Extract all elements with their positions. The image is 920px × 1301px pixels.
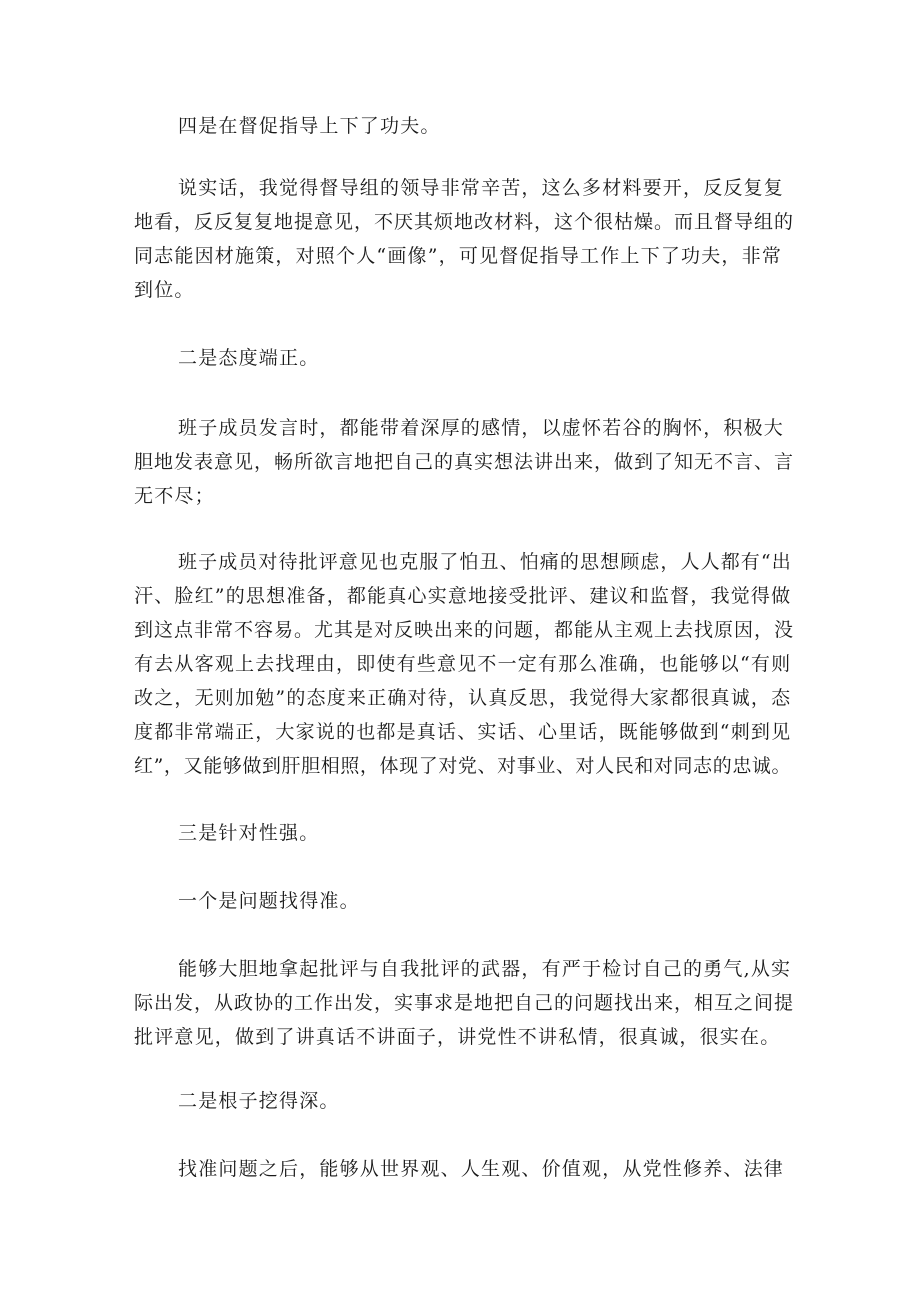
paragraph xyxy=(134,411,794,513)
paragraph xyxy=(134,341,794,375)
paragraph xyxy=(134,1152,794,1186)
paragraph-line: 一个是问题找得准。 xyxy=(178,890,360,912)
paragraph-line: 找准问题之后，能够从世界观、人生观、价值观，从党性修养、法律 xyxy=(178,1158,785,1180)
paragraph-line: 到位。 xyxy=(134,279,195,301)
paragraph-line: 能够大胆地拿起批评与自我批评的武器，有严于检讨自己的勇气,从实 xyxy=(178,958,792,980)
paragraph xyxy=(134,109,794,143)
paragraph-line: 二是态度端正。 xyxy=(178,347,320,369)
paragraph-line: 红”，又能够做到肝胆相照，体现了对党、对事业、对人民和对同志的忠诚。 xyxy=(134,755,792,777)
paragraph xyxy=(134,816,794,850)
paragraph xyxy=(134,1084,794,1118)
paragraph-line: 际出发，从政协的工作出发，实事求是地把自己的问题找出来，相互之间提 xyxy=(134,992,795,1014)
paragraph xyxy=(134,952,794,1054)
paragraph-line: 三是针对性强。 xyxy=(178,822,320,844)
paragraph xyxy=(134,545,794,783)
paragraph-line: 无不尽； xyxy=(134,485,215,507)
paragraph-line: 汗、脸红”的思想准备，都能真心实意地接受批评、建议和监督，我觉得做 xyxy=(134,585,792,607)
paragraph xyxy=(134,884,794,918)
paragraph-line: 班子成员对待批评意见也克服了怕丑、怕痛的思想顾虑，人人都有“出 xyxy=(178,551,792,573)
paragraph-line: 说实话，我觉得督导组的领导非常辛苦，这么多材料要开，反反复复 xyxy=(178,177,785,199)
paragraph-line: 班子成员发言时，都能带着深厚的感情，以虚怀若谷的胸怀，积极大 xyxy=(178,417,785,439)
paragraph-line: 地看，反反复复地提意见，不厌其烦地改材料，这个很枯燥。而且督导组的 xyxy=(134,211,795,233)
paragraph-line: 二是根子挖得深。 xyxy=(178,1090,340,1112)
paragraph xyxy=(134,171,794,307)
paragraph-line: 度都非常端正，大家说的也都是真话、实话、心里话，既能够做到“刺到见 xyxy=(134,721,792,743)
paragraph-line: 批评意见，做到了讲真话不讲面子，讲党性不讲私情，很真诚，很实在。 xyxy=(134,1026,781,1048)
paragraph-line: 四是在督促指导上下了功夫。 xyxy=(178,115,441,137)
paragraph-line: 有去从客观上去找理由，即使有些意见不一定有那么准确，也能够以“有则 xyxy=(134,653,792,675)
paragraph-line: 到这点非常不容易。尤其是对反映出来的问题，都能从主观上去找原因，没 xyxy=(134,619,795,641)
paragraph-line: 改之，无则加勉”的态度来正确对待，认真反思，我觉得大家都很真诚，态 xyxy=(134,687,792,709)
paragraph-line: 胆地发表意见，畅所欲言地把自己的真实想法讲出来，做到了知无不言、言 xyxy=(134,451,795,473)
paragraph-line: 同志能因材施策，对照个人“画像”，可见督促指导工作上下了功夫，非常 xyxy=(134,245,783,267)
